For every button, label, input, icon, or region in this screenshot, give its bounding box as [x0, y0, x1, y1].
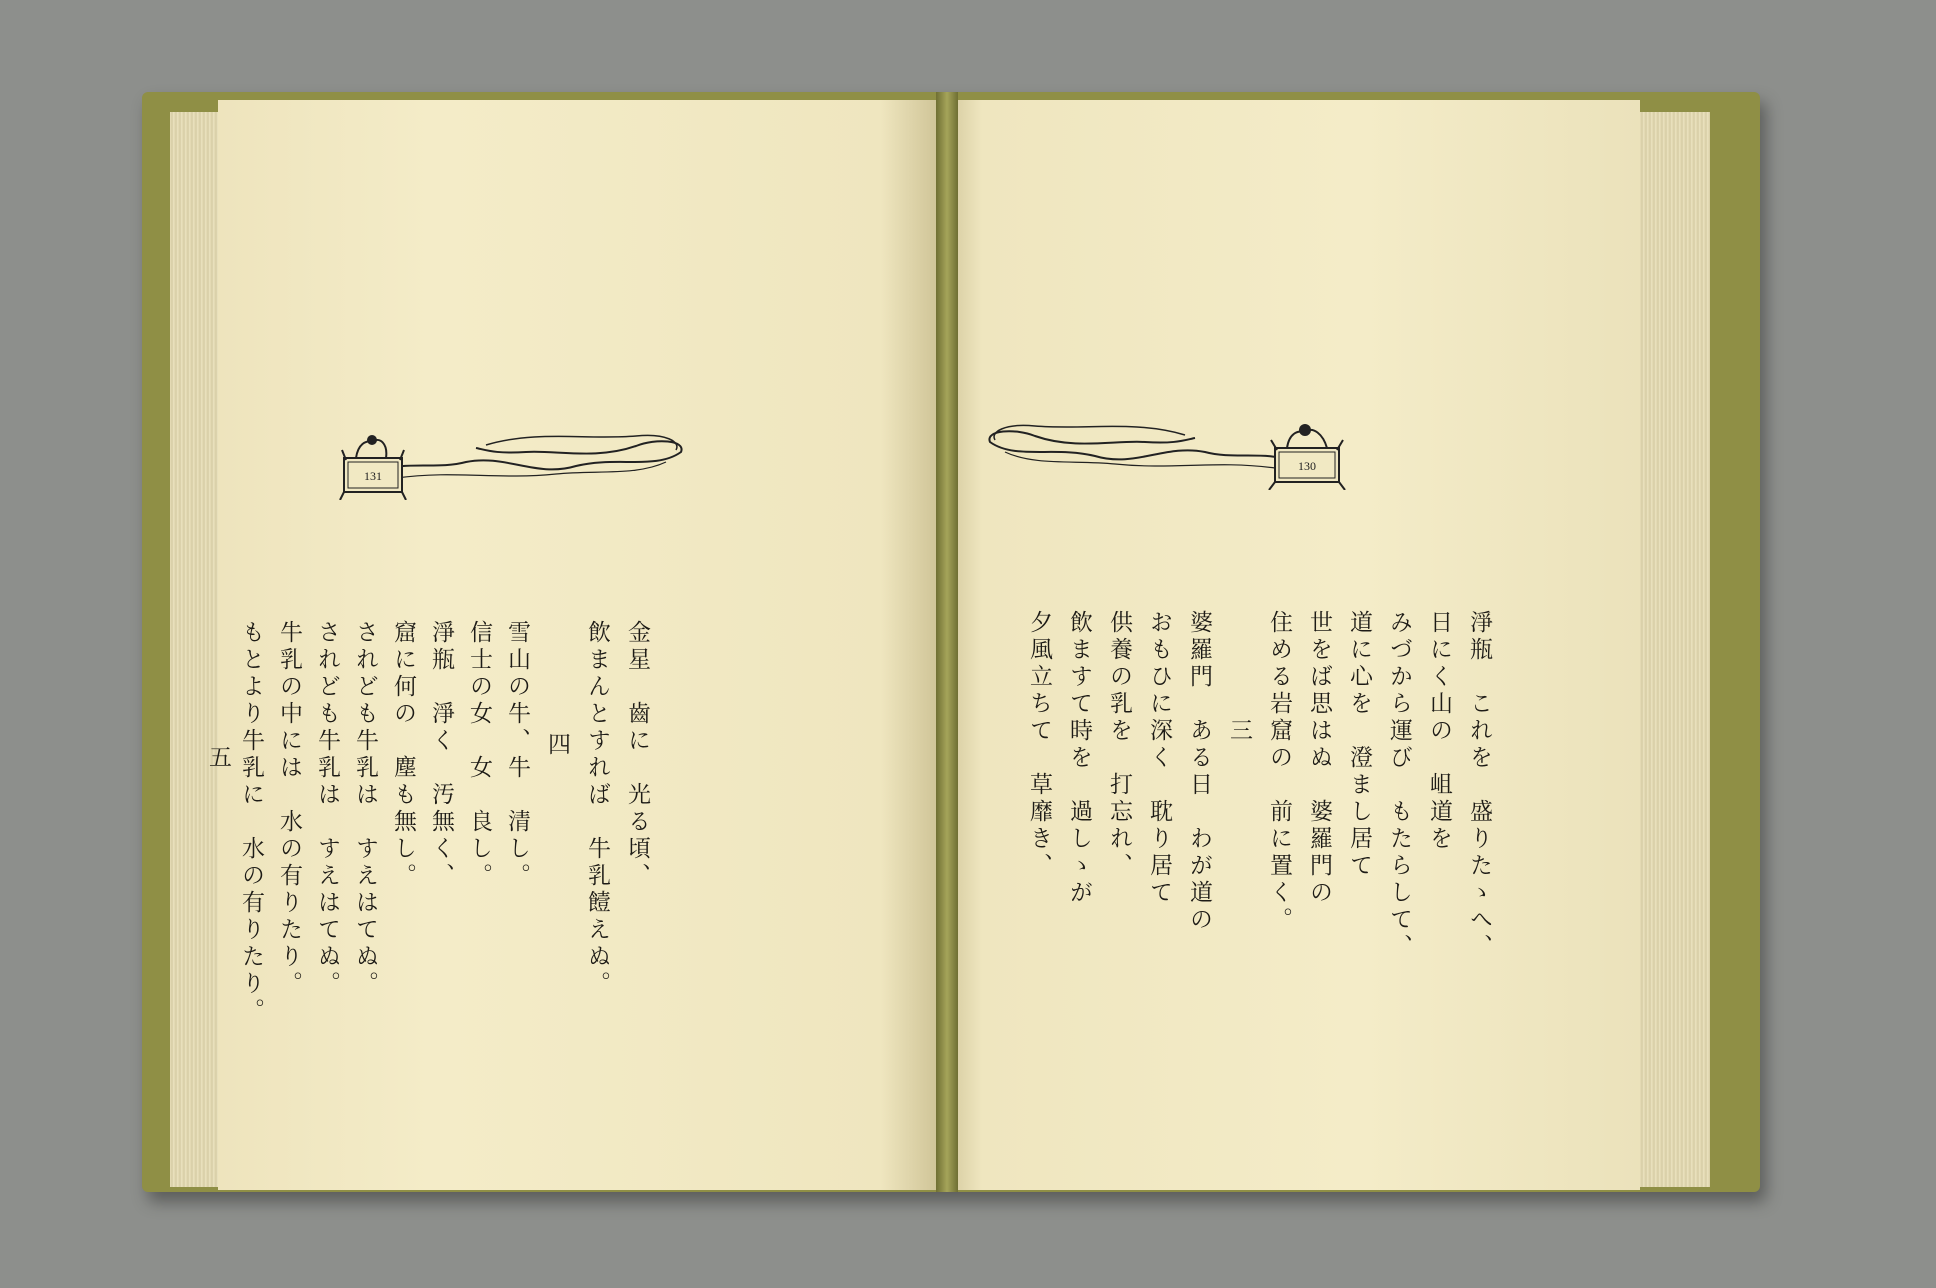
right-page: [940, 100, 1640, 1190]
left-col-9: されども牛乳は すえはてぬ。: [314, 620, 340, 998]
right-col-11: 飲ますて時を 過しゝが: [1066, 610, 1092, 907]
header-ornament-right: [975, 390, 1365, 490]
left-col-5: 信士の女 女 良し。: [466, 620, 492, 890]
page-edges-right: [1640, 112, 1710, 1187]
right-col-2: 日にく山の 岨道を: [1426, 610, 1452, 853]
left-col-12: 五: [205, 745, 231, 772]
left-col-3: 四: [544, 732, 570, 759]
right-col-3: みづから運び もたらして、: [1386, 610, 1412, 961]
page-number-right: 130: [1298, 459, 1316, 473]
right-col-7: 三: [1226, 718, 1252, 745]
book-gutter: [936, 92, 958, 1192]
left-col-4: 雪山の牛、牛 清し。: [504, 620, 530, 890]
right-col-1: 淨瓶 これを 盛りたゝへ、: [1466, 610, 1492, 961]
right-col-5: 世をば思はぬ 婆羅門の: [1306, 610, 1332, 907]
right-col-12: 夕風立ちて 草靡き、: [1026, 610, 1052, 880]
right-col-10: 供養の乳を 打忘れ、: [1106, 610, 1132, 880]
left-col-1: 金星 齒に 光る頃、: [624, 620, 650, 890]
header-ornament-left: [336, 400, 696, 500]
left-col-11: もとより牛乳に 水の有りたり。: [238, 620, 264, 1025]
left-page: [205, 100, 938, 1190]
left-col-2: 飲まんとすれば 牛乳饐えぬ。: [584, 620, 610, 998]
right-col-6: 住める岩窟の 前に置く。: [1266, 610, 1292, 934]
right-col-8: 婆羅門 ある日 わが道の: [1186, 610, 1212, 934]
left-col-7: 窟に何の 塵も無し。: [390, 620, 416, 890]
left-col-6: 淨瓶 淨く 汚無く、: [428, 620, 454, 890]
page-number-left: 131: [364, 469, 382, 483]
left-col-10: 牛乳の中には 水の有りたり。: [276, 620, 302, 998]
right-col-4: 道に心を 澄まし居て: [1346, 610, 1372, 880]
page-edges-left: [170, 112, 220, 1187]
left-col-8: されども牛乳は すえはてぬ。: [352, 620, 378, 998]
right-col-9: おもひに深く 耽り居て: [1146, 610, 1172, 907]
